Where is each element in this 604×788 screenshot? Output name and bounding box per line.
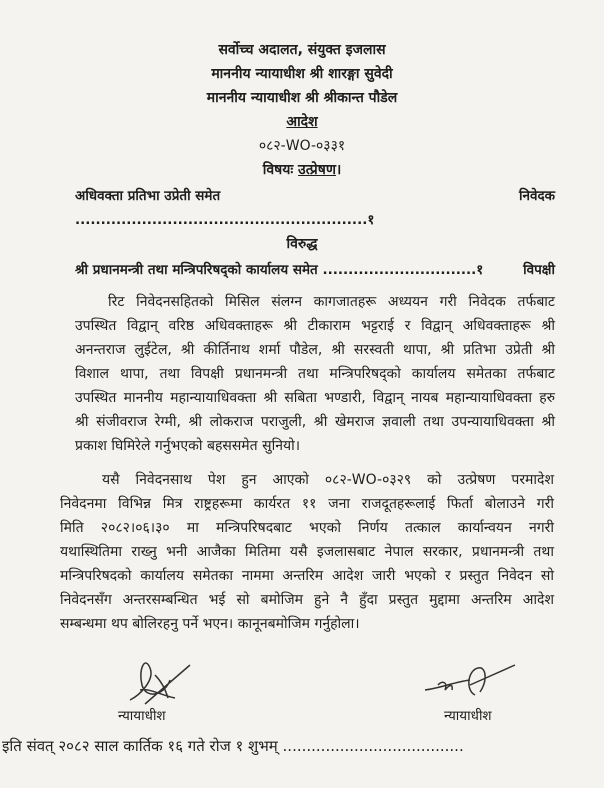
subject-end: । [335,162,342,178]
signature-left-label: न्यायाधीश [118,708,166,724]
respondent: श्री प्रधानमन्त्री तथा मन्त्रिपरिषद्को कार्यालय समेत ..............................१ [75,262,484,278]
text-line: विशाल थापा, तथा विपक्षी प्रधानमन्त्री तथा मन्त्रिपरिषद्को कार्यालय समेतका तर्फबाट [75,366,555,382]
text-line: यथास्थितिमा राख्नु भनी आजैका मितिमा यसै इजलासबाट नेपाल सरकार, प्रधानमन्त्री तथा [60,544,554,560]
text-line: श्री संजीवराज रेग्मी, श्री लोकराज पराजुली, श्री खेमराज ज्ञवाली तथा उपन्यायाधिवक्ता श्री [75,414,555,430]
respondent-row [75,258,555,282]
text-line: निवेदनसँग अन्तरसम्बन्धित भई सो बमोजिम हुने नै हुँदा प्रस्तुत मुद्दामा अन्तरिम आदेश [60,592,554,608]
petitioner-role: निवेदक [518,188,555,204]
petitioner: अधिवक्ता प्रतिभा उप्रेती समेत .........................................................१ [75,188,375,228]
text-line: सम्बन्धमा थप बोलिरहनु पर्ने भएन। कानूनबमोजिम गर्नुहोला। [60,616,360,632]
text-line: निवेदनमा विभिन्न मित्र राष्ट्रहरूमा कार्यरत ११ जना राजदूतहरूलाई फिर्ता बोलाउने गरी [60,496,554,512]
text-line: यसै निवेदनसाथ पेश हुन आएको ०८२-WO-०३२९ को उत्प्रेषण परमादेश [102,472,554,488]
subject: उत्प्रेषण [298,162,336,178]
subject-line [0,158,604,182]
judge-2: माननीय न्यायाधीश श्री श्रीकान्त पौडेल [206,90,398,106]
petitioner-row [75,184,555,232]
text-line: मिति २०८२।०६।३० मा मन्त्रिपरिषदबाट भएको निर्णय तत्काल कार्यान्वयन नगरी [60,520,554,536]
text-line: अनन्तराज लुईटेल, श्री कीर्तिनाथ शर्मा पौडेल, श्री सरस्वती थापा, श्री प्रतिभा उप्रेती श्री [75,342,555,358]
signature-right [420,660,520,705]
order-title: आदेश [286,114,318,130]
text-line: मन्त्रिपरिषदको कार्यालय समेतका नाममा अन्तरिम आदेश जारी भएको र प्रस्तुत निवेदन सो [60,568,554,584]
text-line: उपस्थित माननीय महान्यायाधिवक्ता श्री सबिता भण्डारी, विद्वान् नायब महान्यायाधिवक्ता हरु [75,390,555,406]
text-line: रिट निवेदनसहितको मिसिल संलग्न कागजातहरू अध्ययन गरी निवेदक तर्फबाट [108,294,555,310]
signatures [0,650,604,734]
respondent-role: विपक्षी [523,262,555,278]
subject-label: विषयः [262,162,294,178]
versus: विरुद्ध [286,236,318,252]
judge-1: माननीय न्यायाधीश श्री शारङ्गा सुवेदी [211,66,393,82]
court-name: सर्वोच्च अदालत, संयुक्त इजलास [218,42,386,58]
case-number: ०८२-WO-०३३१ [258,138,346,154]
paragraph-2 [60,468,554,636]
text-line: प्रकाश घिमिरेले गर्नुभएको बहससमेत सुनियो। [75,438,301,454]
text-line: उपस्थित विद्वान् वरिष्ठ अधिवक्ताहरू श्री टीकाराम भट्टराई र विद्वान् अधिवक्ताहरू श्री [75,318,555,334]
footer-date-line: इति संवत् २०८२ साल कार्तिक १६ गते रोज १ शुभम् ...................................... [2,737,464,755]
paragraph-1 [75,290,555,458]
signature-left [110,650,200,706]
signature-right-label: न्यायाधीश [444,708,492,724]
